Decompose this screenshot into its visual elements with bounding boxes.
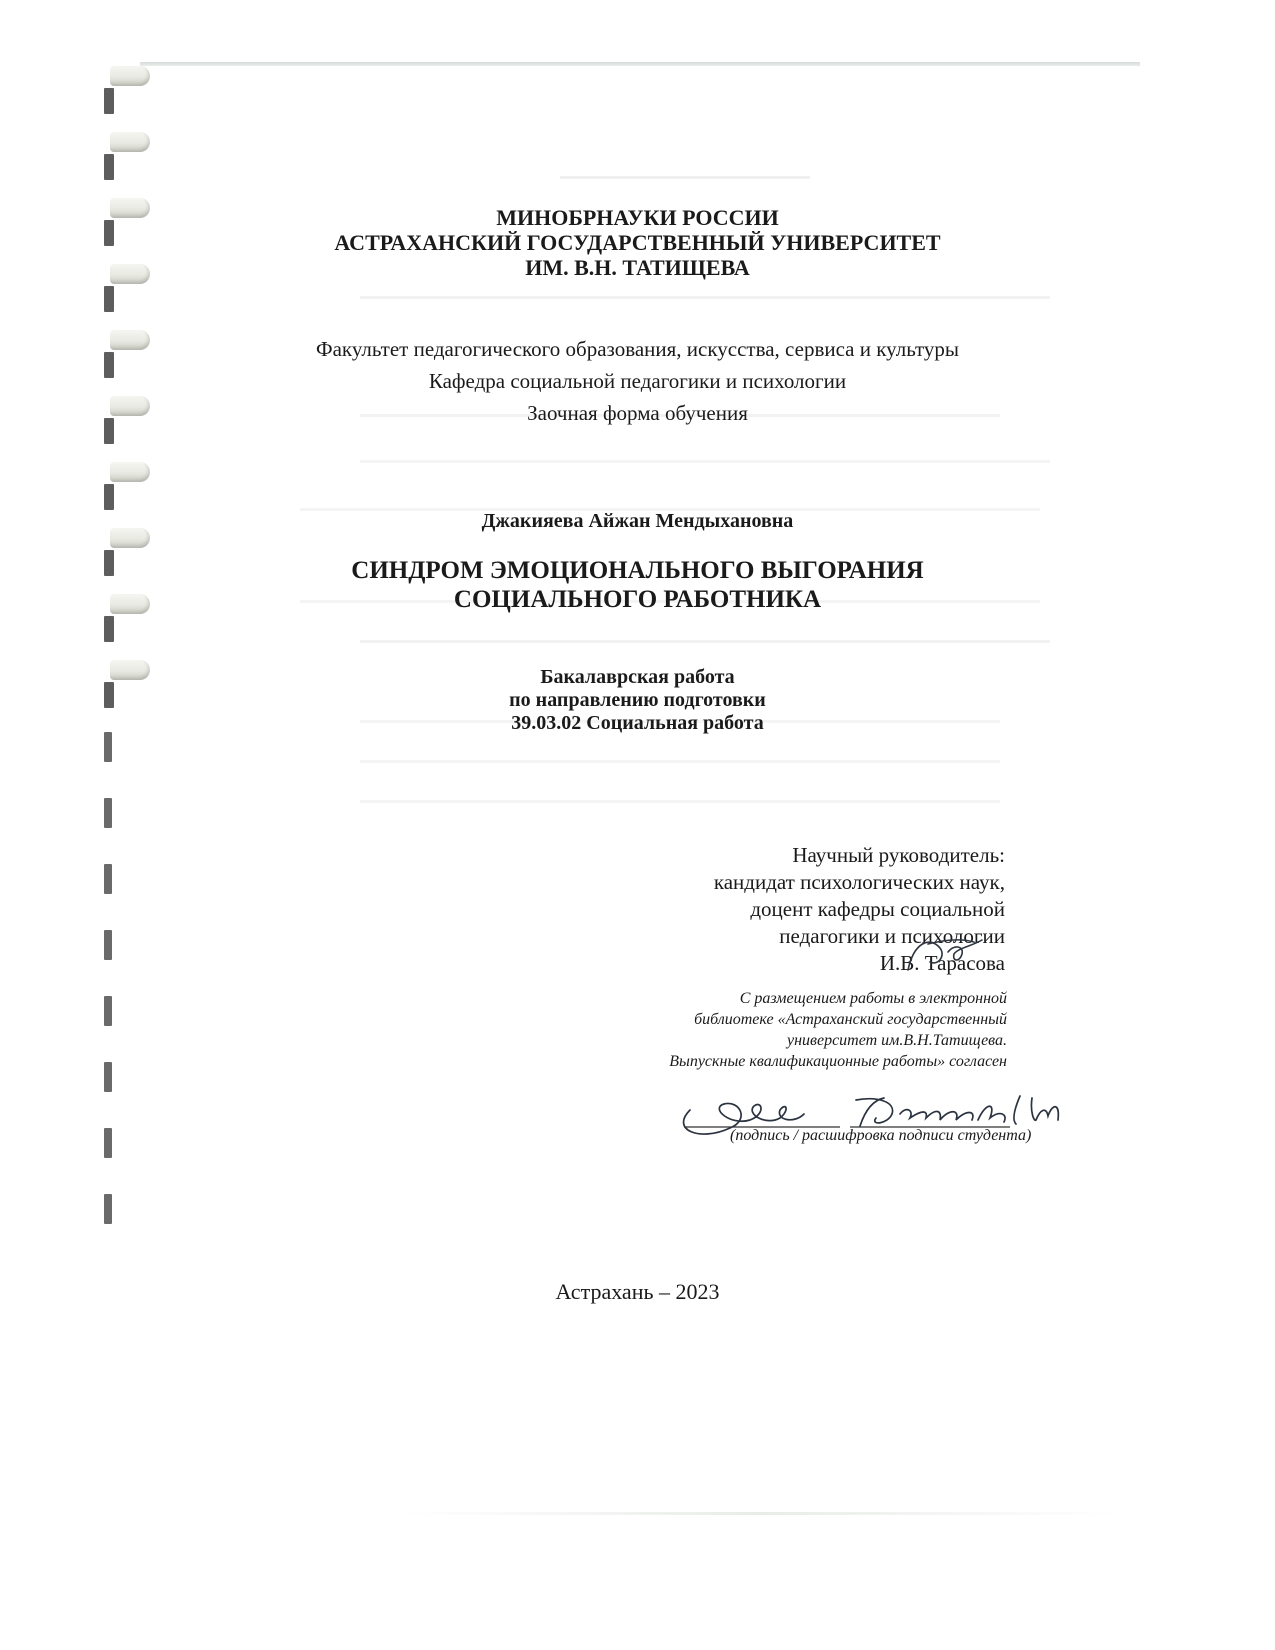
work-type-line-3: 39.03.02 Социальная работа xyxy=(511,712,764,734)
binding-hole xyxy=(104,1056,152,1078)
binding-hole xyxy=(104,1188,152,1210)
university-heading: АСТРАХАНСКИЙ ГОСУДАРСТВЕННЫЙ УНИВЕРСИТЕТ xyxy=(334,230,941,255)
faculty-line: Факультет педагогического образования, искусства, сервиса и культуры xyxy=(316,337,959,361)
advisor-position-line-1: доцент кафедры социальной xyxy=(750,897,1005,921)
binding-ring xyxy=(104,66,152,88)
consent-line-3: университет им.В.Н.Татищева. xyxy=(786,1032,1007,1049)
thesis-title-line-1: СИНДРОМ ЭМОЦИОНАЛЬНОГО ВЫГОРАНИЯ xyxy=(351,557,924,584)
ministry-heading: МИНОБРНАУКИ РОССИИ xyxy=(496,205,779,230)
thesis-title-line-2: СОЦИАЛЬНОГО РАБОТНИКА xyxy=(453,586,822,613)
advisor-degree: кандидат психологических наук, xyxy=(713,870,1005,894)
study-form-line: Заочная форма обучения xyxy=(527,401,748,425)
binding-hole xyxy=(104,858,152,880)
binding-ring xyxy=(104,462,152,484)
city-year: Астрахань – 2023 xyxy=(555,1279,720,1304)
binding-hole xyxy=(104,1122,152,1144)
advisor-role: Научный руководитель: xyxy=(792,843,1005,867)
student-signature xyxy=(670,1080,1090,1170)
binding-hole xyxy=(104,792,152,814)
work-type-line-2: по направлению подготовки xyxy=(509,689,766,711)
work-type-line-1: Бакалаврская работа xyxy=(540,666,735,688)
paper-sheet xyxy=(104,66,1160,1556)
advisor-position-line-2: педагогики и психологии xyxy=(779,924,1005,948)
department-line: Кафедра социальной педагогики и психологии xyxy=(428,369,847,393)
consent-line-1: С размещением работы в электронной xyxy=(739,990,1007,1007)
page-bottom-edge xyxy=(400,1512,1120,1515)
consent-line-4: Выпускные квалификационные работы» согласен xyxy=(669,1053,1007,1070)
author-name: Джакияева Айжан Мендыхановна xyxy=(481,510,794,532)
consent-line-2: библиотеке «Астраханский государственный xyxy=(694,1011,1007,1028)
university-name-heading: ИМ. В.Н. ТАТИЩЕВА xyxy=(525,255,750,280)
binding-hole xyxy=(104,990,152,1012)
binding-ring xyxy=(104,132,152,154)
advisor-name: И.В. Тарасова xyxy=(879,951,1005,975)
library-consent xyxy=(669,988,1007,1072)
binding-hole xyxy=(104,924,152,946)
signature-caption: (подпись / расшифровка подписи студента) xyxy=(730,1127,1032,1144)
advisor-signature xyxy=(900,922,990,982)
